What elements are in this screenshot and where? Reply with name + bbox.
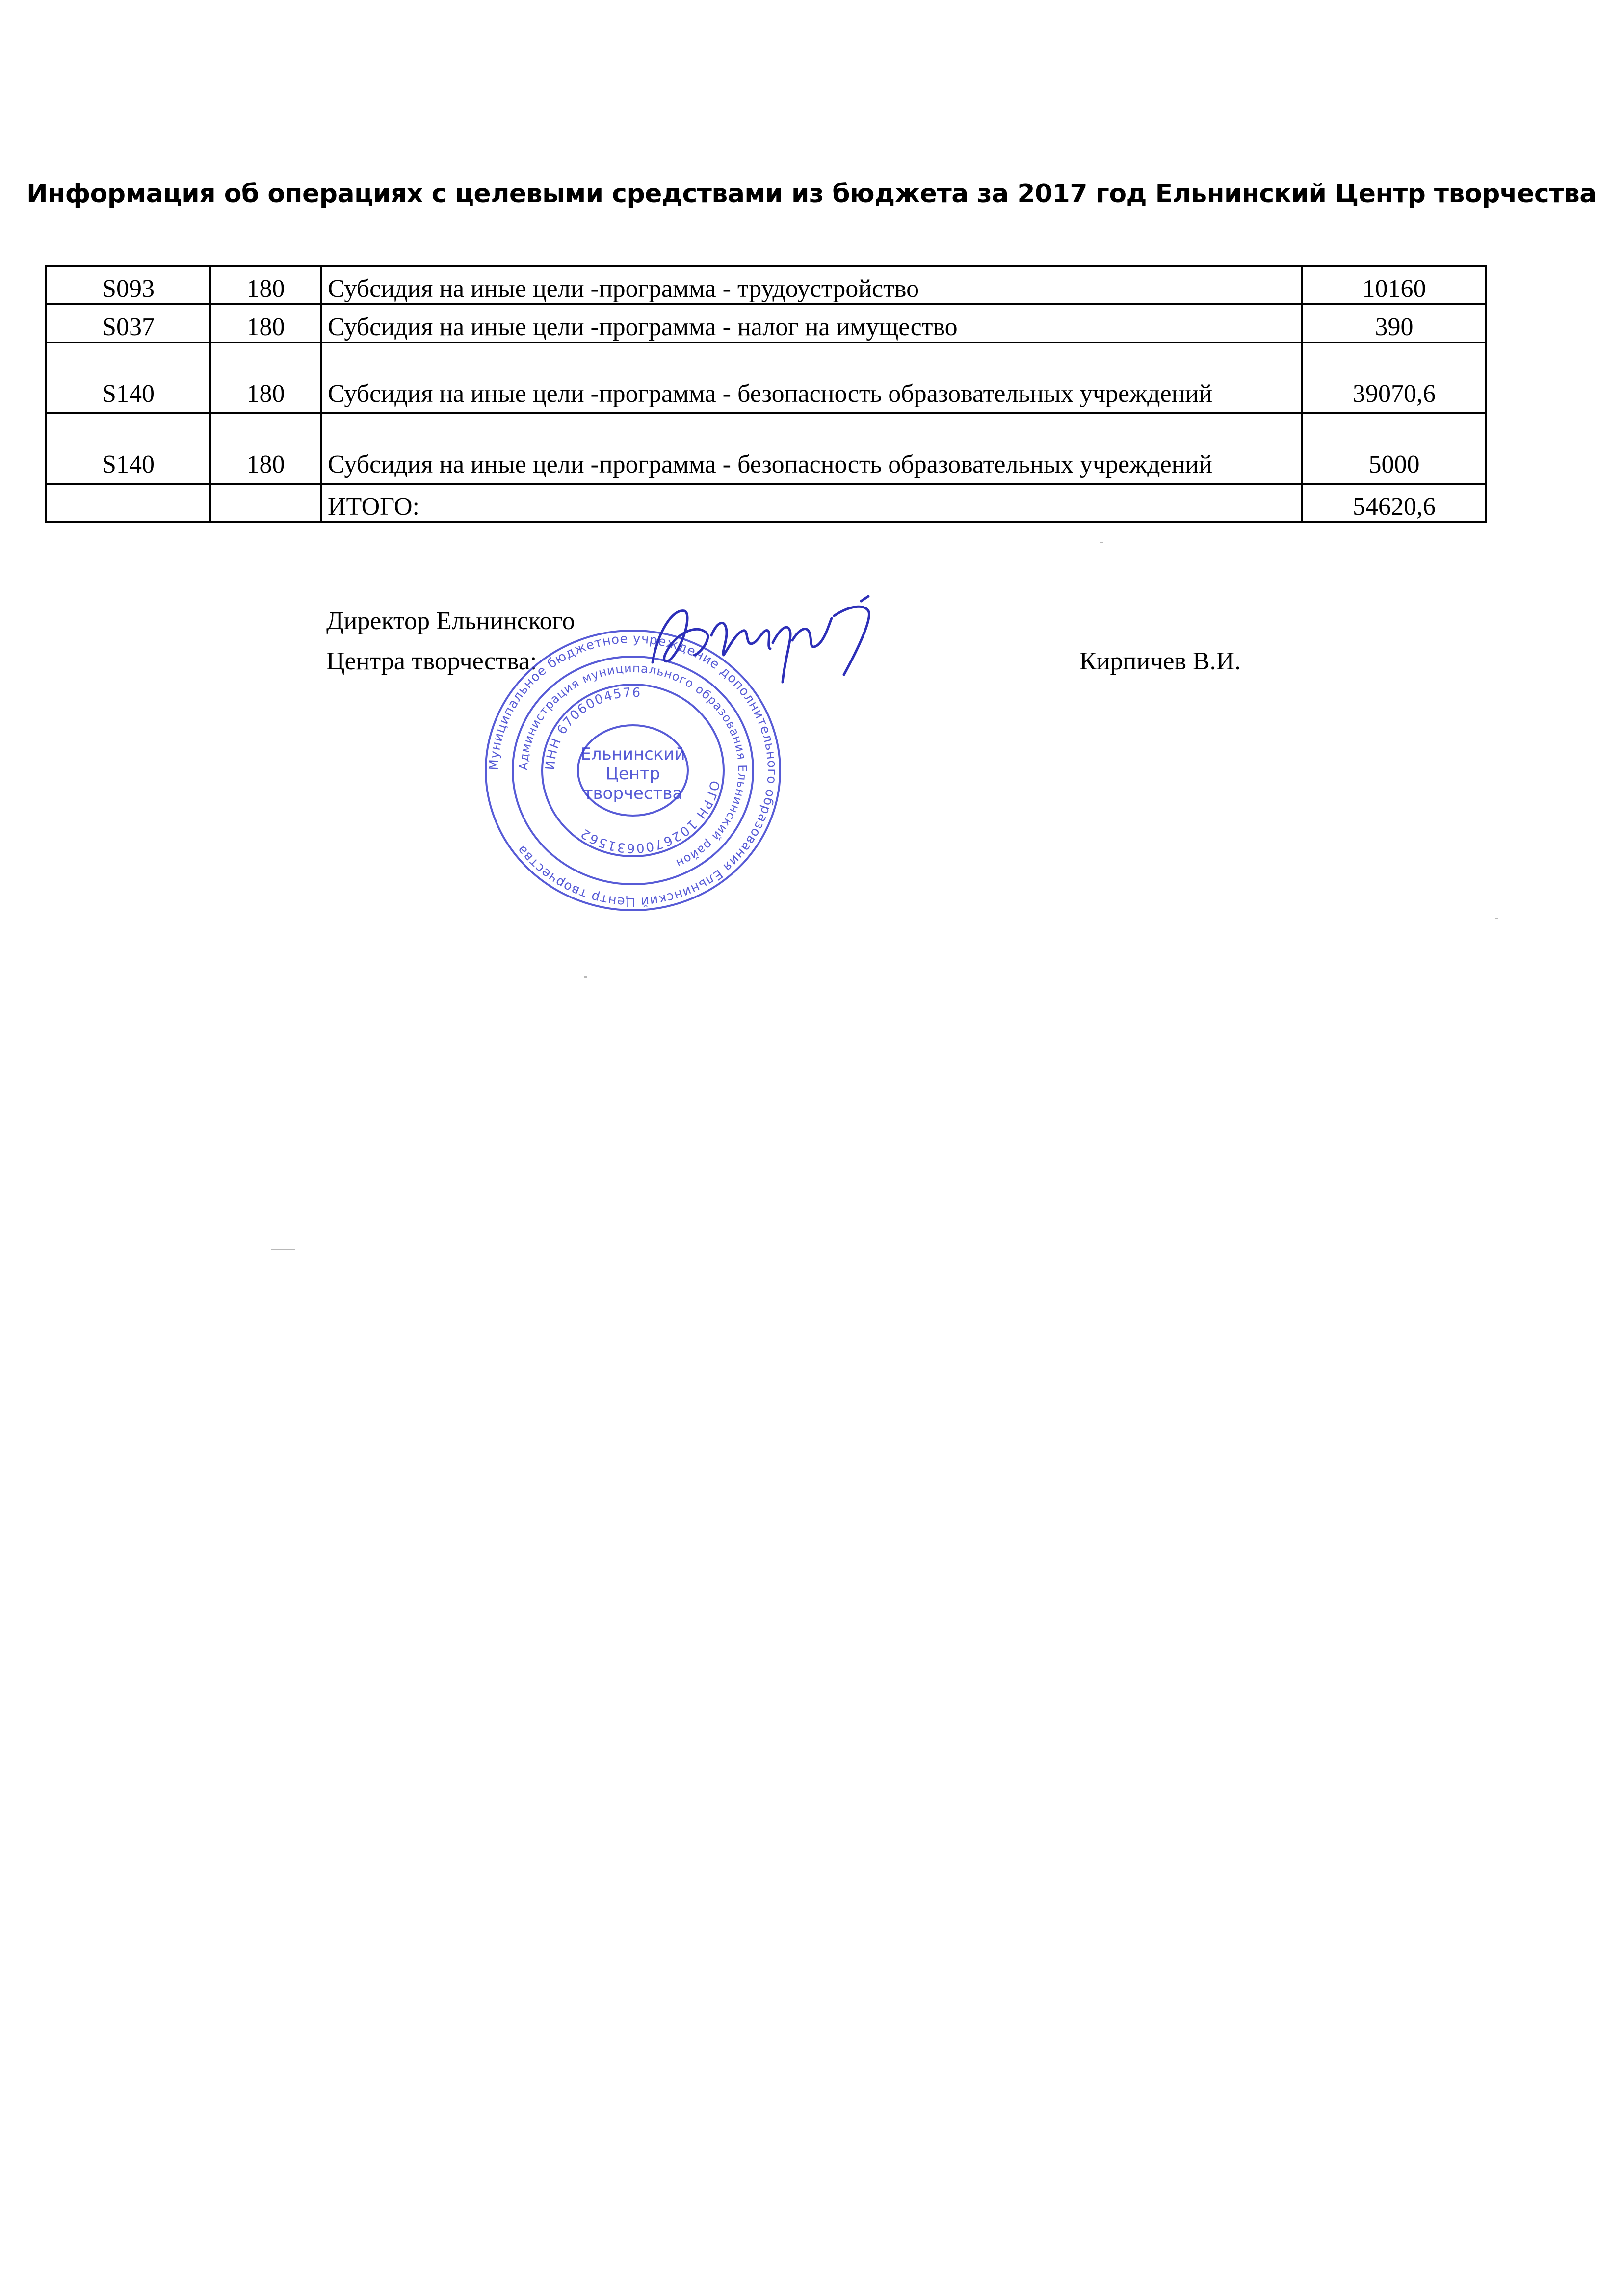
cell-description: Субсидия на иные цели -программа - налог на имущество (321, 304, 1302, 343)
signature-position-line1: Директор Ельнинского (326, 607, 575, 635)
scan-speck (1495, 918, 1498, 919)
cell-code: S140 (46, 413, 210, 484)
table-row (46, 266, 1486, 304)
cell-amount: 39070,6 (1302, 343, 1486, 413)
scan-speck (271, 1249, 295, 1250)
director-name: Кирпичев В.И. (1079, 647, 1241, 675)
cell-amount: 5000 (1302, 413, 1486, 484)
cell-description: Субсидия на иные цели -программа - трудоустройство (321, 266, 1302, 304)
cell-kind: 180 (210, 266, 321, 304)
document-title: Информация об операциях с целевыми средствами из бюджета за 2017 год Ельнинский Центр творчества (26, 179, 1597, 209)
operations-table (45, 265, 1487, 523)
table-row (46, 413, 1486, 484)
table-row (46, 343, 1486, 413)
cell-kind: 180 (210, 343, 321, 413)
cell-code: S037 (46, 304, 210, 343)
table-row (46, 304, 1486, 343)
scan-speck (1100, 542, 1103, 543)
stamp-center-line1: Ельнинский (580, 744, 685, 764)
cell-code-empty (46, 484, 210, 522)
total-label: ИТОГО: (321, 484, 1302, 522)
total-amount: 54620,6 (1302, 484, 1486, 522)
stamp-ring-outer-text: Муниципальное бюджетное учреждение дополнительного образования Ельнинский Центр творчества (486, 631, 780, 910)
cell-amount: 390 (1302, 304, 1486, 343)
total-row (46, 484, 1486, 522)
stamp-center-line2: Центр (605, 764, 660, 784)
cell-description: Субсидия на иные цели -программа - безопасность образовательных учреждений (321, 413, 1302, 484)
cell-code: S093 (46, 266, 210, 304)
stamp-ring-inner-text: Администрация муниципального образования Ельнинский район (516, 661, 750, 871)
cell-kind-empty (210, 484, 321, 522)
cell-description: Субсидия на иные цели -программа - безопасность образовательных учреждений (321, 343, 1302, 413)
signature-position-line2: Центра творчества: (326, 647, 537, 675)
cell-code: S140 (46, 343, 210, 413)
cell-amount: 10160 (1302, 266, 1486, 304)
scan-speck (584, 976, 587, 978)
handwritten-signature-icon (638, 589, 893, 687)
stamp-ogrn-text: ОГРН 1026700631562 (577, 779, 722, 856)
stamp-inn-text: ИНН 6706004576 (543, 685, 642, 771)
cell-kind: 180 (210, 413, 321, 484)
stamp-center-line3: творчества (583, 784, 683, 803)
cell-kind: 180 (210, 304, 321, 343)
